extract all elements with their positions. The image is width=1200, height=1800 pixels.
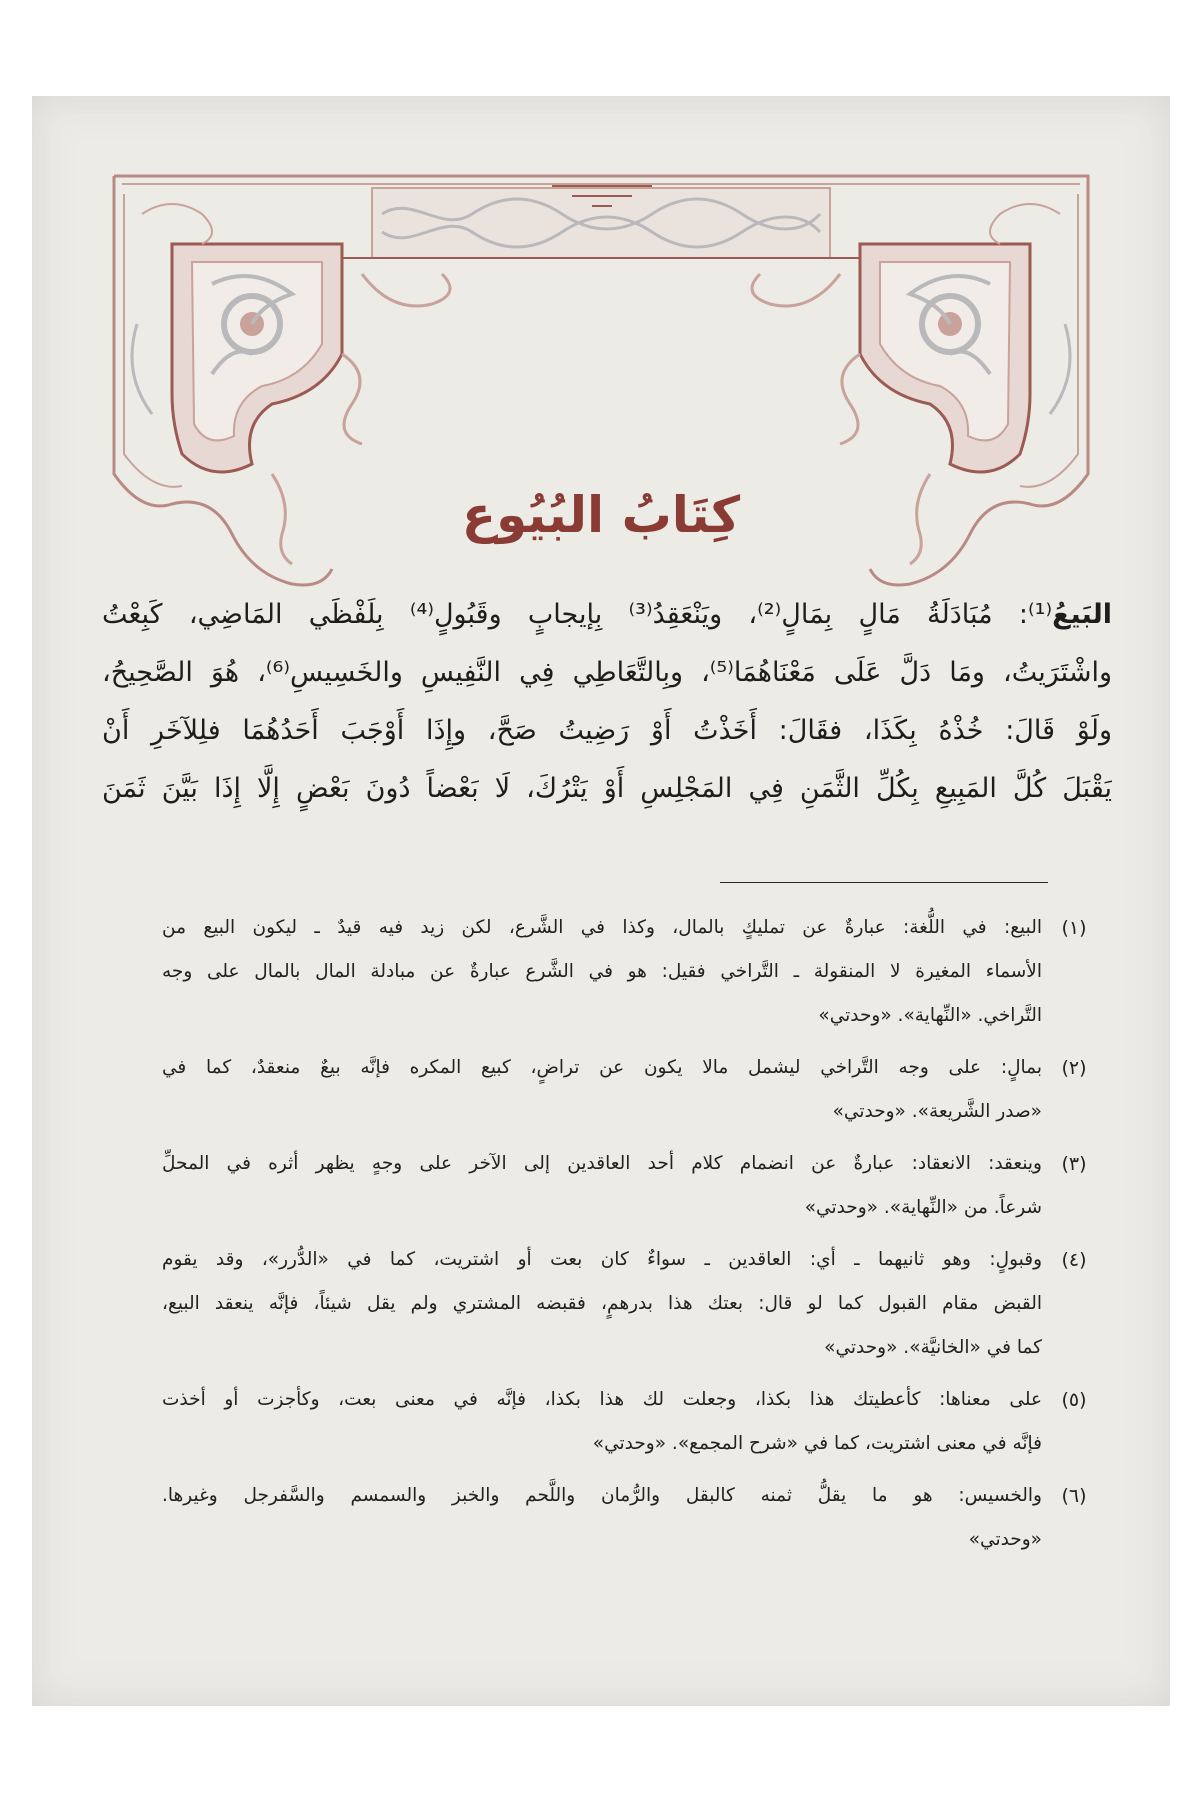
footnote-item [162, 906, 1087, 1038]
book-page [32, 96, 1170, 1706]
footnote-line: الأسماء المغيرة لا المنقولة ـ التَّراخي فقيل: هو في الشَّرع عبارةٌ عن مبادلة المال بالمال على وجه [162, 961, 1042, 982]
footnote-line: «صدر الشَّريعة». «وحدتي» [832, 1101, 1042, 1122]
footnote-item [162, 1238, 1087, 1370]
chapter-title: كِتَابُ البُيُوع [461, 486, 741, 544]
footnote-number: (١) [1061, 917, 1087, 939]
footnote-line: فإنَّه في معنى اشتريت، كما في «شرح المجمع». «وحدتي» [592, 1433, 1042, 1454]
footnote-number: (٤) [1061, 1249, 1087, 1271]
footnote-number: (٦) [1061, 1485, 1087, 1507]
main-text-line [102, 702, 1112, 760]
footnote-line: القبض مقام القبول كما لو قال: بعتك هذا بدرهمٍ، فقبضه المشتري ولم يقل شيئاً، فإنَّه ينعقد البيع، [162, 1293, 1042, 1314]
main-text-line-content: ⁽¹⁾: مُبَادَلَةُ مَالٍ بِمَالٍ⁽²⁾، ويَنْعَقِدُ⁽³⁾ بِإيجابٍ وقَبُولٍ⁽⁴⁾ بِلَفْظَي المَاضِي، كَبِعْتُ [102, 599, 1053, 630]
footnote-item [162, 1378, 1087, 1466]
footnote-line: على معناها: كأعطيتك هذا بكذا، وجعلت لك هذا بكذا، فإنَّه في معنى بعت، وكأجزت أو أخذت [162, 1389, 1042, 1410]
footnote-number: (٣) [1061, 1153, 1087, 1175]
footnote-line: بمالٍ: على وجه التَّراخي ليشمل مالا يكون عن تراضٍ، كبيع المكره فإنَّه بيعٌ منعقدٌ، كما في [162, 1057, 1042, 1078]
main-text-lead: البَيعُ [1052, 599, 1112, 630]
footnote-line: كما في «الخانيَّة». «وحدتي» [824, 1337, 1042, 1358]
footnote-line: «وحدتي» [968, 1529, 1042, 1550]
main-text-block [102, 586, 1112, 818]
footnote-line: شرعاً. من «النِّهاية». «وحدتي» [804, 1197, 1042, 1218]
footnotes-section [162, 906, 1087, 1570]
footnote-line: وقبولٍ: وهو ثانيهما ـ أي: العاقدين ـ سواءٌ كان بعت أو اشتريت، كما في «الدُّرر»، وقد يقوم [162, 1249, 1042, 1270]
footnote-item [162, 1474, 1087, 1562]
main-text-line [102, 586, 1112, 644]
footnote-line: وينعقد: الانعقاد: عبارةٌ عن انضمام كلام أحد العاقدين إلى الآخر على وجهٍ يظهر أثره في المحلِّ [162, 1153, 1042, 1174]
footnote-separator [720, 882, 1048, 883]
main-text-line-content: يَقْبَلَ كُلَّ المَبِيعِ بِكُلِّ الثَّمَنِ فِي المَجْلِسِ أَوْ يَتْرُكَ، لَا بَعْضاً دُونَ بَعْضٍ إِلَّا إِذَا بَيَّنَ ثَمَنَ [102, 773, 1112, 804]
footnote-item [162, 1046, 1087, 1134]
main-text-line-content: واشْتَرَيتُ، ومَا دَلَّ عَلَى مَعْنَاهُمَا⁽⁵⁾، وبِالتَّعَاطِي فِي النَّفِيسِ والخَسِيسِ⁽⁶⁾، هُوَ الصَّحِيحُ، [102, 657, 1112, 688]
footnote-number: (٢) [1061, 1057, 1087, 1079]
footnote-line: التَّراخي. «النِّهاية». «وحدتي» [818, 1005, 1042, 1026]
main-text-line-content: ولَوْ قَالَ: خُذْهُ بِكَذَا، فقَالَ: أَخَذْتُ أَوْ رَضِيتُ صَحَّ، وإِذَا أَوْجَبَ أَحَدُهُمَا فلِلآخَرِ أَنْ [102, 715, 1112, 746]
main-text-line [102, 644, 1112, 702]
main-text-line [102, 760, 1112, 818]
footnote-item [162, 1142, 1087, 1230]
footnote-number: (٥) [1061, 1389, 1087, 1411]
footnote-line: والخسيس: هو ما يقلُّ ثمنه كالبقل والرُّمان واللَّحم والخبز والسمسم والسَّفرجل وغيرها. [162, 1485, 1042, 1506]
footnote-line: البيع: في اللُّغة: عبارةٌ عن تمليكٍ بالمال، وكذا في الشَّرع، لكن زيد فيه قيدٌ ـ ليكون البيع من [162, 917, 1042, 938]
